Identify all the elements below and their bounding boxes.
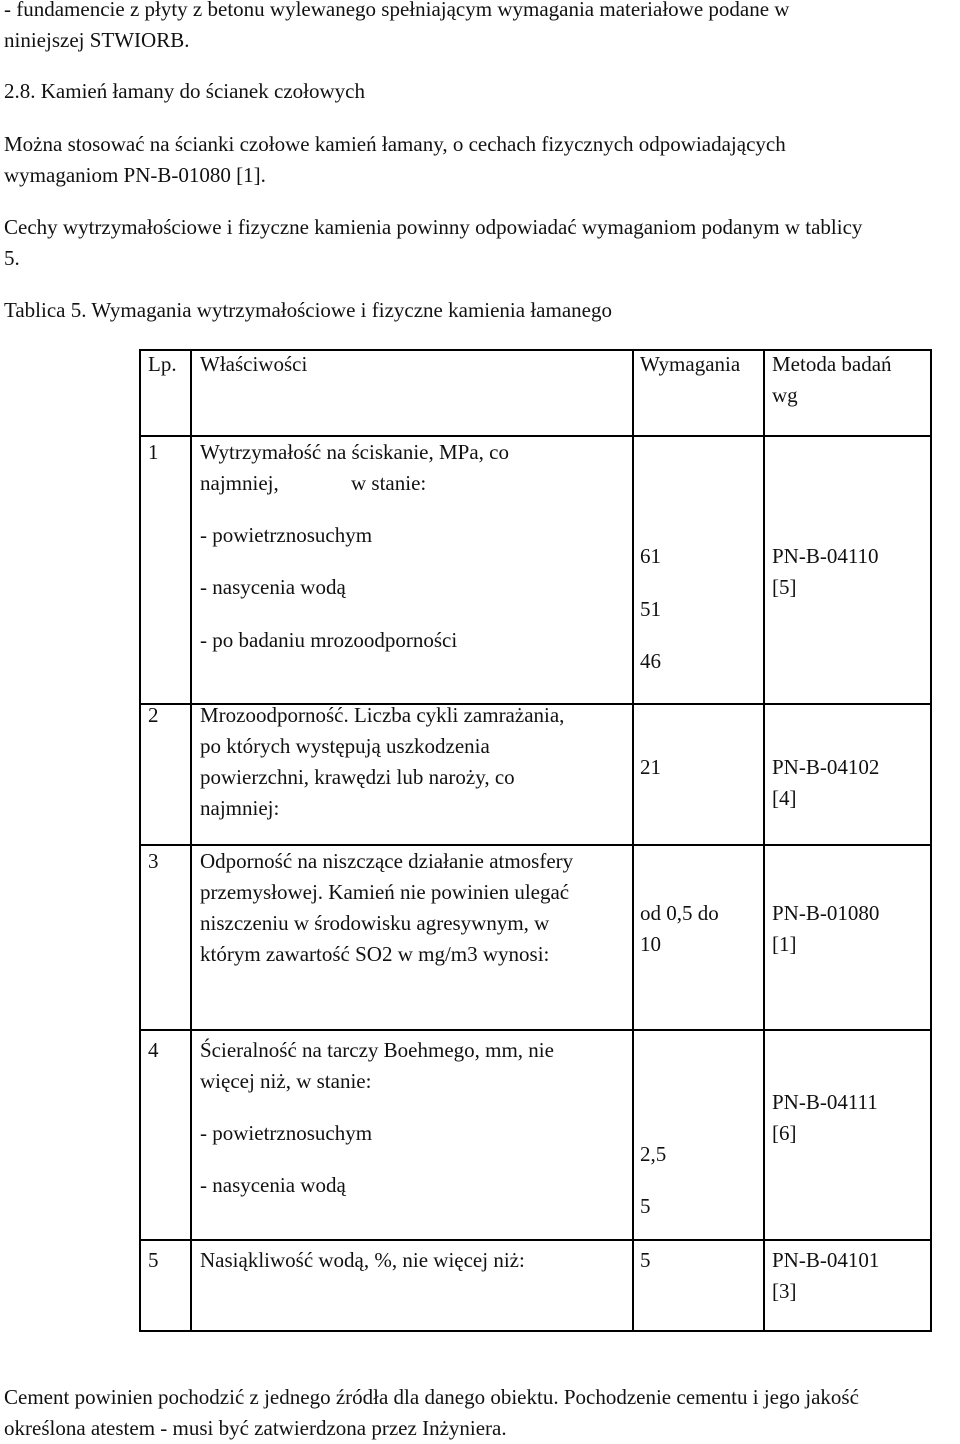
requirements-table <box>139 349 932 1332</box>
row-4-property-line: Ścieralność na tarczy Boehmego, mm, nie <box>200 1038 554 1062</box>
column-divider-3 <box>763 349 765 1332</box>
row-2-requirement: 21 <box>640 755 661 779</box>
row-3-property-line: którym zawartość SO2 w mg/m3 wynosi: <box>200 942 550 966</box>
row-5-method: [3] <box>772 1279 797 1303</box>
header-properties: Właściwości <box>200 352 308 376</box>
table-caption: Tablica 5. Wymagania wytrzymałościowe i fizyczne kamienia łamanego <box>4 298 612 322</box>
intro-line-2: niniejszej STWIORB. <box>4 28 190 52</box>
closing-line-2: określona atestem - musi być zatwierdzona przez Inżyniera. <box>4 1416 507 1440</box>
row-2-property-line: Mrozoodporność. Liczba cykli zamrażania, <box>200 703 565 727</box>
row-5-property-line: Nasiąkliwość wodą, %, nie więcej niż: <box>200 1248 525 1272</box>
table-border-left <box>139 349 141 1332</box>
row-1-requirement: 61 <box>640 544 661 568</box>
header-method-line-2: wg <box>772 383 798 407</box>
header-requirements: Wymagania <box>640 352 741 376</box>
row-3-property-line: Odporność na niszczące działanie atmosfery <box>200 849 574 873</box>
column-divider-1 <box>190 349 192 1332</box>
row-1-property-line: - powietrznosuchym <box>200 523 373 547</box>
row-1-requirement: 46 <box>640 649 661 673</box>
row-2-lp: 2 <box>148 703 159 727</box>
row-1-property-line: najmniej, <box>200 471 279 495</box>
row-5-requirement: 5 <box>640 1248 651 1272</box>
row-5-lp: 5 <box>148 1248 159 1272</box>
row-3-requirement: 10 <box>640 932 661 956</box>
row-4-property-line: więcej niż, w stanie: <box>200 1069 372 1093</box>
row-1-method: PN-B-04110 <box>772 544 879 568</box>
row-4-property-line: - nasycenia wodą <box>200 1173 346 1197</box>
row-5-method: PN-B-04101 <box>772 1248 880 1272</box>
row-divider-4 <box>139 1029 932 1031</box>
row-3-property-line: niszczeniu w środowisku agresywnym, w <box>200 911 550 935</box>
row-4-method: [6] <box>772 1121 797 1145</box>
row-3-lp: 3 <box>148 849 159 873</box>
header-lp: Lp. <box>148 352 177 376</box>
row-2-property-line: po których występują uszkodzenia <box>200 734 490 758</box>
row-2-method: PN-B-04102 <box>772 755 880 779</box>
paragraph-1-line-2: wymaganiom PN-B-01080 [1]. <box>4 163 266 187</box>
table-border-right <box>930 349 932 1332</box>
row-1-property-line: Wytrzymałość na ściskanie, MPa, co <box>200 440 509 464</box>
column-divider-2 <box>632 349 634 1332</box>
row-3-property-line: przemysłowej. Kamień nie powinien ulegać <box>200 880 570 904</box>
closing-line-1: Cement powinien pochodzić z jednego źródła dla danego obiektu. Pochodzenie cementu i jego jakość <box>4 1385 859 1409</box>
row-4-requirement: 5 <box>640 1194 651 1218</box>
header-method-line-1: Metoda badań <box>772 352 892 376</box>
intro-line-1: - fundamencie z płyty z betonu wylewanego spełniającym wymagania materiałowe podane w <box>4 0 790 21</box>
row-3-method: PN-B-01080 <box>772 901 880 925</box>
paragraph-2-line-2: 5. <box>4 246 20 270</box>
row-4-property-line: - powietrznosuchym <box>200 1121 373 1145</box>
row-2-method: [4] <box>772 786 797 810</box>
row-4-requirement: 2,5 <box>640 1142 667 1166</box>
row-3-requirement: od 0,5 do <box>640 901 719 925</box>
paragraph-2-line-1: Cechy wytrzymałościowe i fizyczne kamienia powinny odpowiadać wymaganiom podanym w tablicy <box>4 215 863 239</box>
row-1-lp: 1 <box>148 440 159 464</box>
row-3-method: [1] <box>772 932 797 956</box>
section-heading: 2.8. Kamień łamany do ścianek czołowych <box>4 79 365 103</box>
paragraph-1-line-1: Można stosować na ścianki czołowe kamień łamany, o cechach fizycznych odpowiadających <box>4 132 786 156</box>
row-4-method: PN-B-04111 <box>772 1090 878 1114</box>
row-2-property-line: powierzchni, krawędzi lub naroży, co <box>200 765 515 789</box>
row-2-property-line: najmniej: <box>200 796 280 820</box>
row-1-property-line: w stanie: <box>351 471 427 495</box>
row-1-property-line: - nasycenia wodą <box>200 575 346 599</box>
row-1-requirement: 51 <box>640 597 661 621</box>
row-1-property-line: - po badaniu mrozoodporności <box>200 628 458 652</box>
row-divider-5 <box>139 1239 932 1241</box>
row-1-method: [5] <box>772 575 797 599</box>
table-border-bottom <box>139 1330 932 1332</box>
row-4-lp: 4 <box>148 1038 159 1062</box>
